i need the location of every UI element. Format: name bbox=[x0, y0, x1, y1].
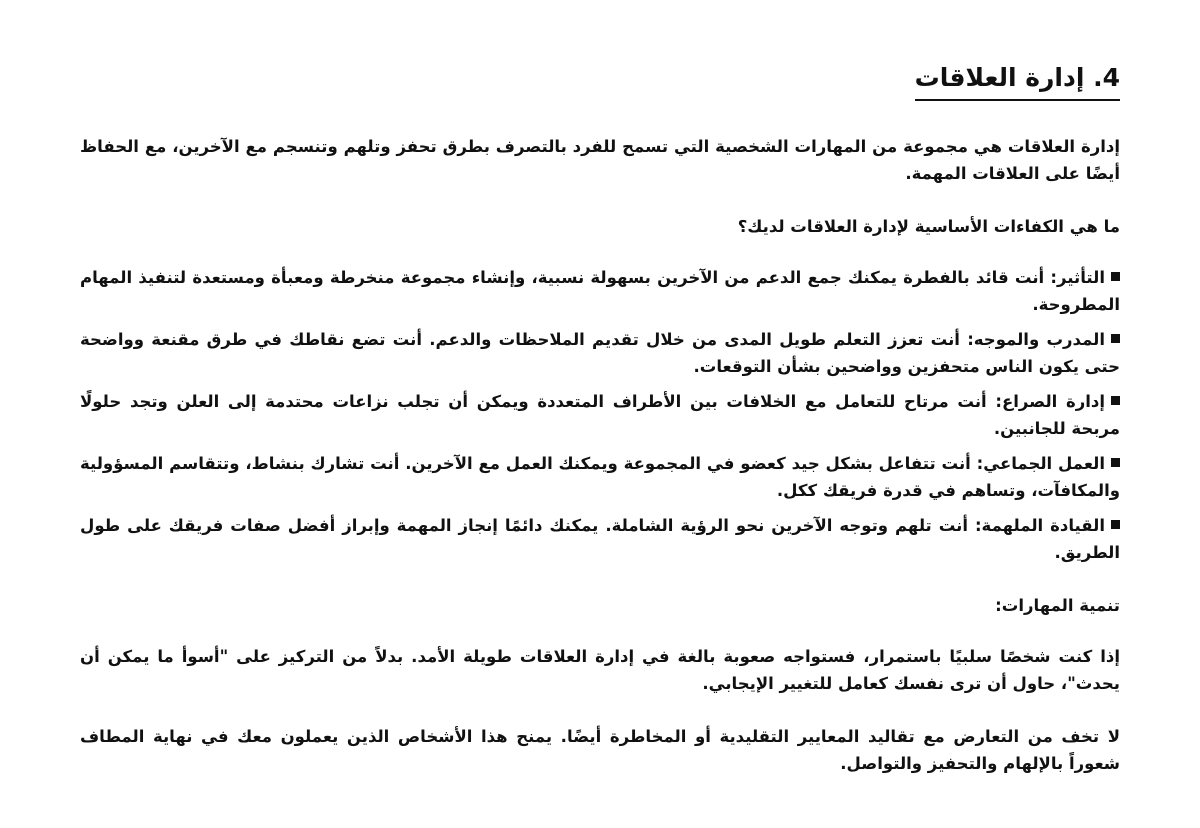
list-item bbox=[80, 264, 1120, 318]
competency-text: القيادة الملهمة: أنت تلهم وتوجه الآخرين نحو الرؤية الشاملة. يمكنك دائمًا إنجاز المهمة وإبراز أفضل صفات فريقك على طول الطريق. bbox=[80, 515, 1120, 562]
list-item bbox=[80, 512, 1120, 566]
black-square-bullet-icon bbox=[1111, 458, 1120, 467]
intro-paragraph: إدارة العلاقات هي مجموعة من المهارات الشخصية التي تسمح للفرد بالتصرف بطرق تحفز وتلهم وتنسجم مع الآخرين، مع الحفاظ أيضًا على العلاقات المهمة. bbox=[80, 136, 1120, 183]
black-square-bullet-icon bbox=[1111, 520, 1120, 529]
list-item bbox=[80, 450, 1120, 504]
competency-text: المدرب والموجه: أنت تعزز التعلم طويل المدى من خلال تقديم الملاحظات والدعم. أنت تضع نقاطك في طرق مقنعة وواضحة حتى يكون الناس متحفزين وواضحين بشأن التوقعات. bbox=[80, 329, 1120, 376]
black-square-bullet-icon bbox=[1111, 396, 1120, 405]
black-square-bullet-icon bbox=[1111, 334, 1120, 343]
heading-wrapper bbox=[80, 62, 1120, 133]
list-item bbox=[80, 326, 1120, 380]
development-title: تنمية المهارات: bbox=[995, 595, 1120, 615]
section-heading: 4. إدارة العلاقات bbox=[915, 62, 1120, 101]
development-paragraph: إذا كنت شخصًا سلبيًا باستمرار، فستواجه صعوبة بالغة في إدارة العلاقات طويلة الأمد. بدلاً من التركيز على "أسوأ ما يمكن أن يحدث"، حاول أن ترى نفسك كعامل للتغيير الإيجابي. bbox=[80, 646, 1120, 693]
development-paragraph: لا تخف من التعارض مع تقاليد المعايير التقليدية أو المخاطرة أيضًا. يمنح هذا الأشخاص الذين يعملون معك في نهاية المطاف شعوراً بالإلهام والتحفيز والتواصل. bbox=[80, 726, 1120, 773]
black-square-bullet-icon bbox=[1111, 272, 1120, 281]
competency-text: إدارة الصراع: أنت مرتاح للتعامل مع الخلافات بين الأطراف المتعددة ويمكن أن تجلب نزاعات محتدمة إلى العلن وتجد حلولًا مربحة للجانبين. bbox=[80, 391, 1120, 438]
list-item bbox=[80, 388, 1120, 442]
competency-text: التأثير: أنت قائد بالفطرة يمكنك جمع الدعم من الآخرين بسهولة نسبية، وإنشاء مجموعة منخرطة ومعبأة ومستعدة لتنفيذ المهام المطروحة. bbox=[80, 267, 1120, 314]
competencies-question: ما هي الكفاءات الأساسية لإدارة العلاقات لديك؟ bbox=[737, 216, 1120, 236]
competencies-list bbox=[80, 264, 1120, 566]
competency-text: العمل الجماعي: أنت تتفاعل بشكل جيد كعضو في المجموعة ويمكنك العمل مع الآخرين. أنت تشارك بنشاط، وتتقاسم المسؤولية والمكافآت، وتساهم في قدرة فريقك ككل. bbox=[80, 453, 1120, 500]
